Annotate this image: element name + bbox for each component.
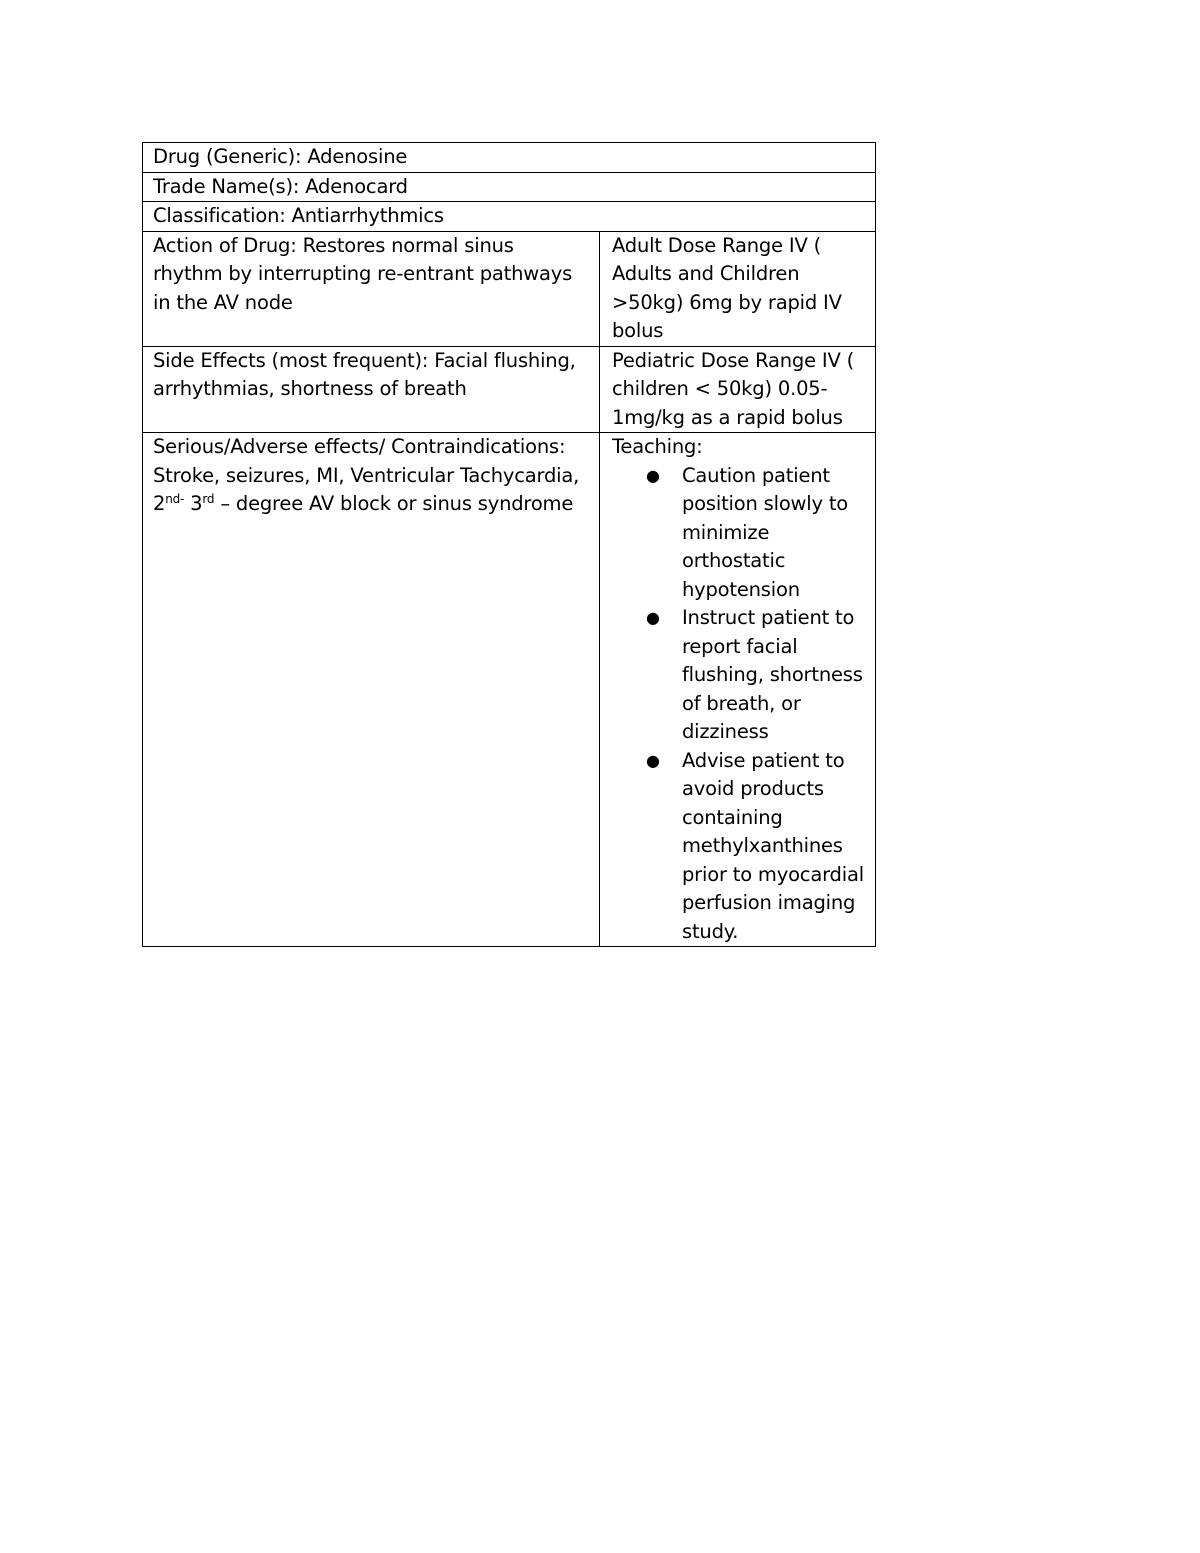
teaching-item (612, 747, 869, 947)
classification-cell: Classification: Antiarrhythmics (143, 202, 876, 232)
generic-name-cell: Drug (Generic): Adenosine (143, 143, 876, 173)
teaching-item-text: Caution patient position slowly to minimize orthostatic hypotension (682, 463, 849, 601)
serious-effects-cell (143, 433, 600, 947)
serious-effects-line: Stroke, seizures, MI, Ventricular Tachycardia, (153, 463, 580, 487)
teaching-cell (600, 433, 876, 947)
trade-name-cell: Trade Name(s): Adenocard (143, 172, 876, 202)
pediatric-dose-cell: Pediatric Dose Range IV ( children < 50kg) 0.05-1mg/kg as a rapid bolus (600, 346, 876, 433)
bullet-icon: ● (646, 750, 660, 770)
teaching-heading: Teaching: (612, 435, 703, 458)
serious-teaching-row (143, 433, 876, 947)
action-dose-row (143, 231, 876, 346)
degree-suffix-rd: rd (202, 492, 215, 506)
bullet-icon: ● (646, 465, 660, 485)
teaching-item-text: Advise patient to avoid products containing methylxanthines prior to myocardial perfusion imaging study. (682, 748, 864, 943)
bullet-icon: ● (646, 608, 660, 627)
degree-number-2: 2 (153, 492, 166, 515)
drug-card-table (142, 142, 876, 947)
teaching-list (612, 462, 869, 947)
trade-name-row (143, 172, 876, 202)
adult-dose-cell: Adult Dose Range IV ( Adults and Children >50kg) 6mg by rapid IV bolus (600, 231, 876, 346)
side-effects-row (143, 346, 876, 433)
teaching-item-text: Instruct patient to report facial flushing, shortness of breath, or dizziness (682, 606, 863, 743)
action-of-drug-cell: Action of Drug: Restores normal sinus rhythm by interrupting re-entrant pathways in the AV node (143, 231, 600, 346)
av-block-text: – degree AV block or sinus syndrome (214, 492, 574, 515)
av-block-line (153, 490, 589, 519)
classification-row (143, 202, 876, 232)
degree-suffix-nd: nd- (165, 492, 185, 506)
teaching-item (612, 462, 869, 605)
generic-name-row (143, 143, 876, 173)
teaching-item (612, 604, 869, 747)
side-effects-cell: Side Effects (most frequent): Facial flushing, arrhythmias, shortness of breath (143, 346, 600, 433)
serious-effects-heading: Serious/Adverse effects/ Contraindications: (153, 435, 566, 458)
degree-number-3: 3 (184, 492, 203, 515)
